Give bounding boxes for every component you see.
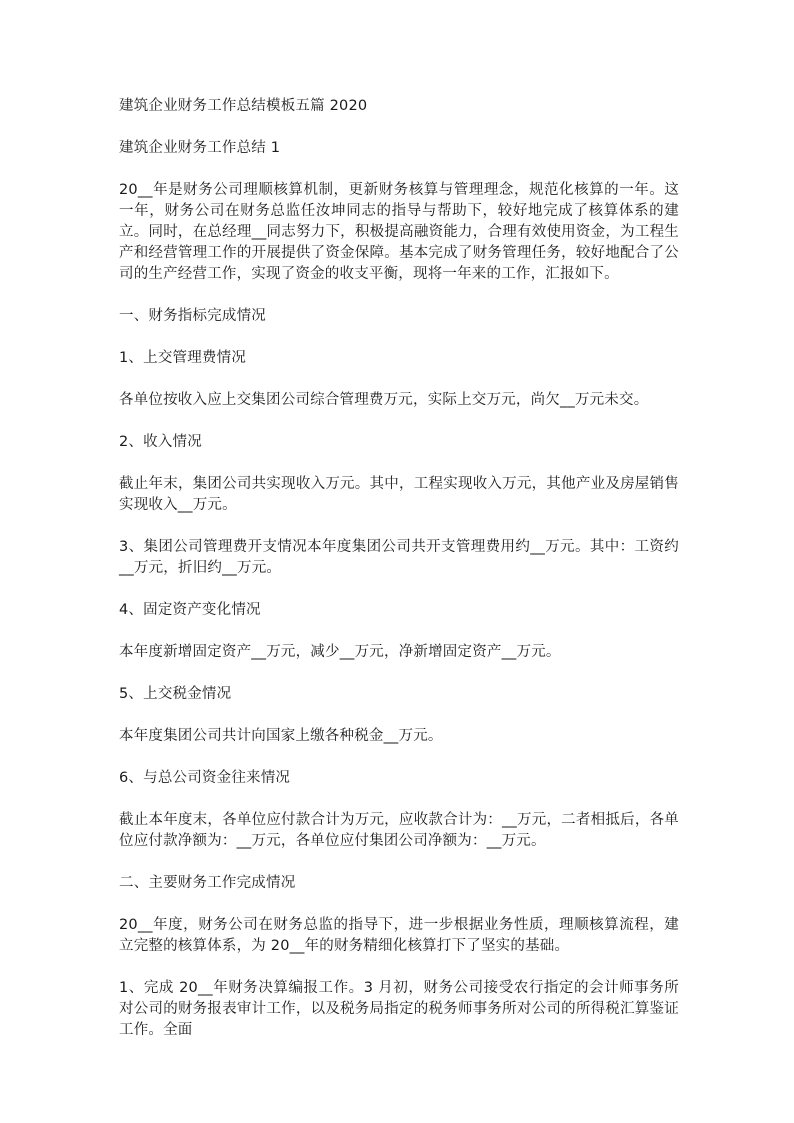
item-6-body: 截止本年度末，各单位应付款合计为万元，应收款合计为：__万元，二者相抵后，各单位应付款净额为：__万元，各单位应付集团公司净额为：__万元。 [119,812,679,849]
final-accounts-paragraph: 1、完成 20__年财务决算编报工作。3 月初，财务公司接受农行指定的会计师事务所对公司的财务报表审计工作，以及税务局指定的税务师事务所对公司的所得税汇算鉴证工作。全面 [119,980,679,1038]
item-6-title: 6、与总公司资金往来情况 [119,770,291,786]
item-3-paragraph: 3、集团公司管理费开支情况本年度集团公司共开支管理费用约__万元。其中：工资约__万元，折旧约__万元。 [119,539,679,576]
item-2-title: 2、收入情况 [119,434,202,450]
section-title: 建筑企业财务工作总结 1 [119,140,281,156]
heading-financial-indicators: 一、财务指标完成情况 [119,308,266,324]
item-5-title: 5、上交税金情况 [119,686,232,702]
item-5-body: 本年度集团公司共计向国家上缴各种税金__万元。 [119,728,443,744]
item-1-title: 1、上交管理费情况 [119,350,247,366]
item-2-body: 截止年末，集团公司共实现收入万元。其中，工程实现收入万元，其他产业及房屋销售实现收入__万元。 [119,476,679,513]
item-1-body: 各单位按收入应上交集团公司综合管理费万元，实际上交万元，尚欠__万元未交。 [119,392,649,408]
intro-paragraph: 20__年是财务公司理顺核算机制，更新财务核算与管理理念，规范化核算的一年。这一年，财务公司在财务总监任汝坤同志的指导与帮助下，较好地完成了核算体系的建立。同时，在总经理__同志努力下，积极提高融资能力，合理有效使用资金，为工程生产和经营管理工作的开展提供了资金保障。基本完成了财务管理任务，较好地配合了公司的生产经营工作，实现了资金的收支平衡，现将一年来的工作，汇报如下。 [119,182,679,282]
main-work-paragraph: 20__年度，财务公司在财务总监的指导下，进一步根据业务性质，理顺核算流程，建立完整的核算体系，为 20__年的财务精细化核算打下了坚实的基础。 [119,917,679,954]
document-title: 建筑企业财务工作总结模板五篇 2020 [119,98,368,114]
item-4-title: 4、固定资产变化情况 [119,602,261,618]
item-4-body: 本年度新增固定资产__万元，减少__万元，净新增固定资产__万元。 [119,644,561,660]
heading-main-work: 二、主要财务工作完成情况 [119,875,296,891]
